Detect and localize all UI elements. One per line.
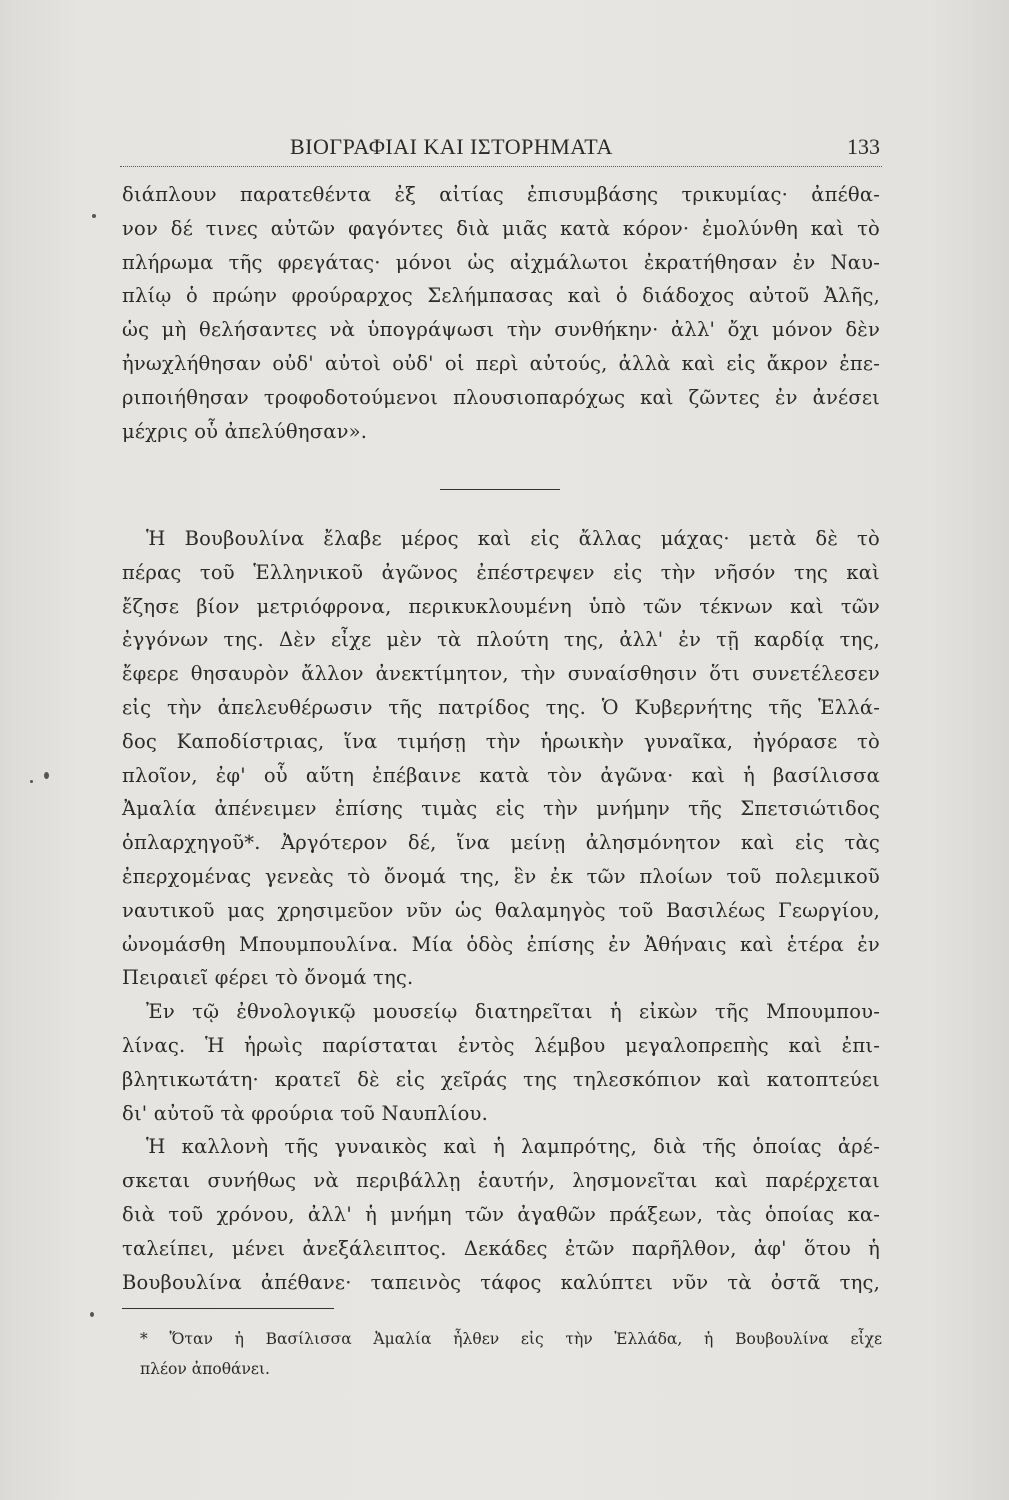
text-line: πλοῖον, ἐφ' οὗ αὕτη ἐπέβαινε κατὰ τὸν ἀγῶνα· καὶ ἡ βασίλισσα (122, 763, 880, 787)
footnote (140, 1324, 882, 1384)
text-line: ριποιήθησαν τροφοδοτούμενοι πλουσιοπαρόχως καὶ ζῶντες ἐν ἀνέσει (122, 385, 880, 409)
text-line: ἐπερχομένας γενεὰς τὸ ὄνομά της, ἓν ἐκ τῶν πλοίων τοῦ πολεμικοῦ (122, 864, 880, 888)
text-line: Ἡ Βουβουλίνα ἔλαβε μέρος καὶ εἰς ἄλλας μάχας· μετὰ δὲ τὸ (146, 527, 880, 550)
text-line: ἐγγόνων της. Δὲν εἶχε μὲν τὰ πλούτη της, ἀλλ' ἐν τῇ καρδίᾳ της, (122, 628, 880, 652)
text-line: ἠνωχλήθησαν οὐδ' αὐτοὶ οὐδ' οἱ περὶ αὐτούς, ἀλλὰ καὶ εἰς ἄκρον ἐπε- (122, 351, 880, 375)
main-body (122, 522, 880, 1299)
text-line: Πειραιεῖ φέρει τὸ ὄνομά της. (122, 966, 414, 990)
paper-speck (92, 214, 96, 218)
paper-speck (90, 1312, 94, 1317)
text-line: εἰς τὴν ἀπελευθέρωσιν τῆς πατρίδος της. Ὁ Κυβερνήτης τῆς Ἑλλά- (122, 695, 880, 719)
text-line: ὡς μὴ θελήσαντες νὰ ὑπογράψωσι τὴν συνθήκην· ἀλλ' ὄχι μόνον δὲν (122, 318, 880, 342)
footnote-line: * Ὅταν ἡ Βασίλισσα Ἀμαλία ἦλθεν εἰς τὴν Ἑλλάδα, ἡ Βουβουλίνα εἶχε (140, 1330, 882, 1348)
text-line: Ἡ καλλονὴ τῆς γυναικὸς καὶ ἡ λαμπρότης, διὰ τῆς ὁποίας ἀρέ- (146, 1135, 880, 1159)
page-number: 133 (847, 134, 880, 159)
text-line: μέχρις οὗ ἀπελύθησαν». (122, 419, 368, 443)
text-line: ὠνομάσθη Μπουμπουλίνα. Μία ὁδὸς ἐπίσης ἐν Ἀθήναις καὶ ἑτέρα ἐν (122, 932, 880, 956)
text-line: δι' αὐτοῦ τὰ φρούρια τοῦ Ναυπλίου. (122, 1101, 488, 1125)
text-line: διάπλουν παρατεθέντα ἐξ αἰτίας ἐπισυμβάσης τρικυμίας· ἀπέθα- (122, 183, 880, 206)
paragraph-bouboulina-later-life (122, 522, 880, 995)
paragraph-memory (122, 1130, 880, 1299)
footnote-divider (122, 1308, 334, 1309)
running-header (120, 130, 882, 167)
paragraph-portrait (122, 995, 880, 1130)
text-line: νον δέ τινες αὐτῶν φαγόντες διὰ μιᾶς κατὰ κόρον· ἐμολύνθη καὶ τὸ (122, 216, 880, 240)
text-line: πλήρωμα τῆς φρεγάτας· μόνοι ὡς αἰχμάλωτοι ἐκρατήθησαν ἐν Ναυ- (122, 250, 880, 274)
section-divider (440, 489, 560, 490)
footnote-line: πλέον ἀποθάνει. (140, 1360, 270, 1378)
text-line: δος Καποδίστριας, ἵνα τιμήσῃ τὴν ἡρωικὴν γυναῖκα, ἠγόρασε τὸ (122, 729, 880, 753)
text-line: βλητικωτάτη· κρατεῖ δὲ εἰς χεῖράς της τηλεσκόπιον καὶ κατοπτεύει (122, 1067, 880, 1091)
text-line: ἔφερε θησαυρὸν ἄλλον ἀνεκτίμητον, τὴν συναίσθησιν ὅτι συνετέλεσεν (122, 662, 880, 686)
text-line: ὁπλαρχηγοῦ*. Ἀργότερον δέ, ἵνα μείνῃ ἀλησμόνητον καὶ εἰς τὰς (122, 831, 880, 855)
running-header-title: ΒΙΟΓΡΑΦΙΑΙ ΚΑΙ ΙΣΤΟΡΗΜΑΤΑ (290, 134, 613, 159)
text-line: πλίῳ ὁ πρώην φρούραρχος Σελήμπασας καὶ ὁ διάδοχος αὐτοῦ Ἀλῆς, (122, 284, 880, 308)
text-line: Ἀμαλία ἀπένειμεν ἐπίσης τιμὰς εἰς τὴν μνήμην τῆς Σπετσιώτιδος (122, 797, 880, 821)
text-line: διὰ τοῦ χρόνου, ἀλλ' ἡ μνήμη τῶν ἀγαθῶν πράξεων, τὰς ὁποίας κα- (122, 1202, 880, 1226)
text-line: ταλείπει, μένει ἀνεξάλειπτος. Δεκάδες ἐτῶν παρῆλθον, ἀφ' ὅτου ἡ (122, 1236, 880, 1260)
text-line: ναυτικοῦ μας χρησιμεῦον νῦν ὡς θαλαμηγὸς τοῦ Βασιλέως Γεωργίου, (122, 898, 880, 922)
text-line: Βουβουλίνα ἀπέθανε· ταπεινὸς τάφος καλύπτει νῦν τὰ ὀστᾶ της, (122, 1270, 880, 1294)
text-line: ἔζησε βίον μετριόφρονα, περικυκλουμένη ὑπὸ τῶν τέκνων καὶ τῶν (122, 594, 880, 618)
paragraph-continuation (122, 178, 880, 448)
paper-speck (30, 780, 33, 783)
text-line: λίνας. Ἡ ἡρωὶς παρίσταται ἐντὸς λέμβου μεγαλοπρεπὴς καὶ ἐπι- (122, 1033, 880, 1057)
text-line: σκεται συνήθως νὰ περιβάλλῃ ἑαυτήν, λησμονεῖται καὶ παρέρχεται (122, 1169, 880, 1193)
paper-speck (44, 772, 49, 779)
text-line: Ἐν τῷ ἐθνολογικῷ μουσείῳ διατηρεῖται ἡ εἰκὼν τῆς Μπουμπου- (146, 1000, 880, 1024)
text-line: πέρας τοῦ Ἑλληνικοῦ ἀγῶνος ἐπέστρεψεν εἰς τὴν νῆσόν της καὶ (122, 560, 880, 584)
